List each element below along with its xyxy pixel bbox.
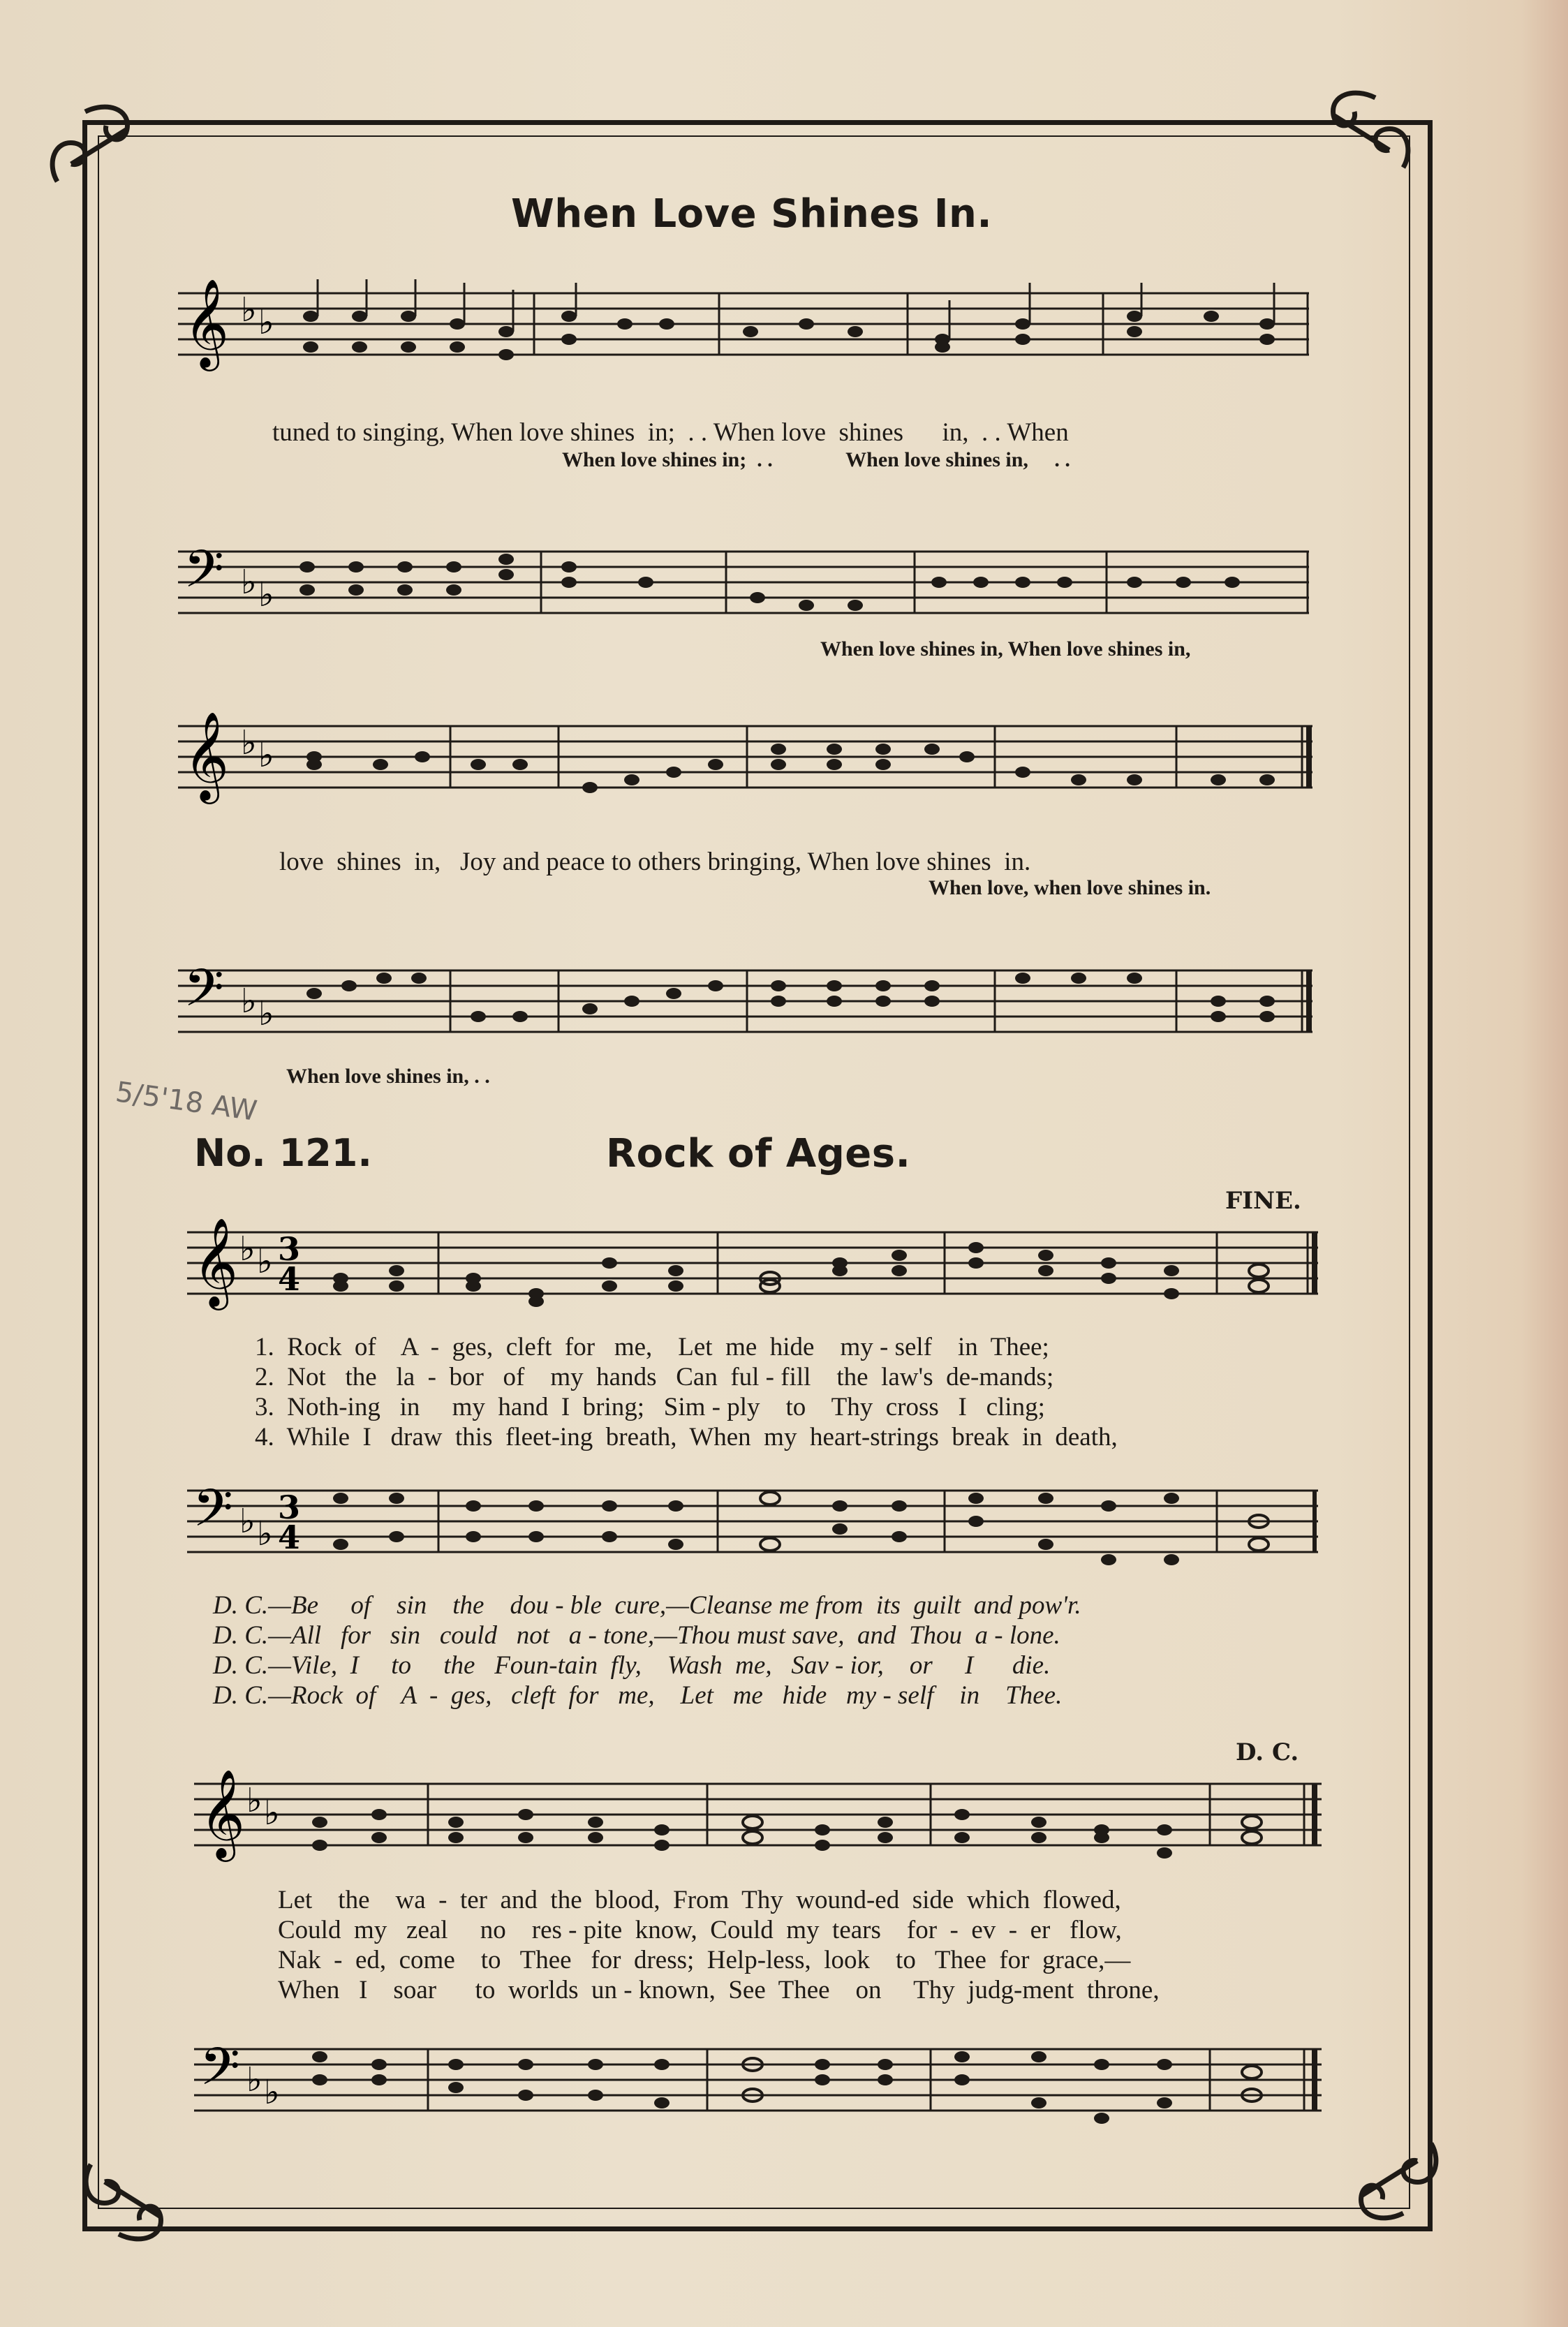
song-title: When Love Shines In.: [511, 191, 993, 237]
svg-text:♭: ♭: [239, 1229, 256, 1269]
corner-ornament-icon: [1312, 84, 1417, 189]
svg-text:𝄢: 𝄢: [184, 539, 224, 612]
verse-line-2: 2. Not the la - bor of my hands Can ful - fill the law's de-mands;: [255, 1363, 1054, 1391]
svg-text:♭: ♭: [246, 2060, 262, 2099]
treble-staff: [178, 279, 1309, 377]
svg-text:𝄢: 𝄢: [184, 958, 224, 1031]
svg-text:♭: ♭: [257, 1242, 273, 1281]
svg-text:♭: ♭: [258, 575, 274, 614]
lyric-subline: When love shines in, When love shines in,: [820, 637, 1191, 660]
treble-staff: [178, 712, 1312, 810]
dc-mark: D. C.: [1236, 1738, 1299, 1766]
dc-line-2: D. C.—All for sin could not a - tone,—Thou must save, and Thou a - lone.: [213, 1621, 1060, 1650]
bass-staff: [194, 2035, 1322, 2140]
lyric-line: love shines in, Joy and peace to others bringing, When love shines in.: [279, 848, 1031, 876]
svg-text:𝄞: 𝄞: [193, 1218, 239, 1306]
verse-line-3: 3. Noth-ing in my hand I bring; Sim - ply to Thy cross I cling;: [255, 1393, 1045, 1421]
svg-text:𝄢: 𝄢: [193, 1478, 233, 1551]
svg-text:3: 3: [278, 1230, 301, 1268]
svg-text:♭: ♭: [239, 1502, 256, 1541]
lyric-subline: When love shines in; . . When love shines in, . .: [562, 448, 1070, 471]
svg-text:4: 4: [278, 1519, 301, 1556]
svg-text:𝄞: 𝄞: [184, 279, 230, 367]
refrain-line-1: Let the wa - ter and the blood, From Thy wound-ed side which flowed,: [278, 1886, 1121, 1914]
lyric-subline: When love shines in, . .: [286, 1065, 490, 1088]
svg-text:3: 3: [278, 1488, 301, 1526]
refrain-line-4: When I soar to worlds un - known, See Thee on Thy judg-ment throne,: [278, 1976, 1160, 2004]
svg-text:♭: ♭: [241, 563, 257, 602]
dc-line-1: D. C.—Be of sin the dou - ble cure,—Cleanse me from its guilt and pow'r.: [213, 1591, 1081, 1620]
refrain-line-3: Nak - ed, come to Thee for dress; Help-less, look to Thee for grace,—: [278, 1946, 1131, 1974]
handwritten-note: 5/5'18 AW: [113, 1076, 259, 1128]
hymn-number: No. 121.: [194, 1131, 372, 1175]
corner-ornament-icon: [77, 2143, 182, 2248]
lyric-subline: When love, when love shines in.: [929, 876, 1211, 899]
corner-ornament-icon: [43, 98, 148, 202]
song-title: Rock of Ages.: [606, 1131, 911, 1176]
svg-text:♭: ♭: [241, 982, 257, 1021]
treble-staff: [187, 1218, 1318, 1323]
svg-text:♭: ♭: [258, 736, 274, 775]
treble-staff: [194, 1770, 1322, 1875]
bass-staff: [178, 956, 1312, 1054]
lyric-line: tuned to singing, When love shines in; . . When love shines in, . . When: [272, 418, 1069, 447]
verse-line-4: 4. While I draw this fleet-ing breath, When my heart-strings break in death,: [255, 1423, 1118, 1451]
bass-staff: [187, 1477, 1318, 1581]
svg-text:♭: ♭: [264, 2073, 280, 2112]
fine-mark: FINE.: [1225, 1187, 1301, 1215]
verse-line-1: 1. Rock of A - ges, cleft for me, Let me hide my - self in Thee;: [255, 1333, 1049, 1361]
dc-line-3: D. C.—Vile, I to the Foun-tain fly, Wash me, Sav - ior, or I die.: [213, 1651, 1051, 1680]
bass-staff: [178, 538, 1309, 635]
svg-text:♭: ♭: [258, 994, 274, 1033]
dc-line-4: D. C.—Rock of A - ges, cleft for me, Let me hide my - self in Thee.: [213, 1681, 1063, 1710]
corner-ornament-icon: [1340, 2122, 1445, 2227]
svg-text:♭: ♭: [241, 290, 257, 330]
svg-text:♭: ♭: [258, 303, 274, 342]
svg-text:4: 4: [278, 1260, 301, 1298]
svg-text:♭: ♭: [241, 723, 257, 762]
svg-text:𝄞: 𝄞: [184, 712, 230, 800]
svg-text:𝄞: 𝄞: [200, 1770, 246, 1858]
refrain-line-2: Could my zeal no res - pite know, Could my tears for - ev - er flow,: [278, 1916, 1122, 1944]
svg-text:♭: ♭: [257, 1514, 273, 1553]
svg-text:♭: ♭: [246, 1781, 262, 1820]
svg-text:𝄢: 𝄢: [200, 2037, 240, 2110]
svg-text:♭: ♭: [264, 1794, 280, 1833]
